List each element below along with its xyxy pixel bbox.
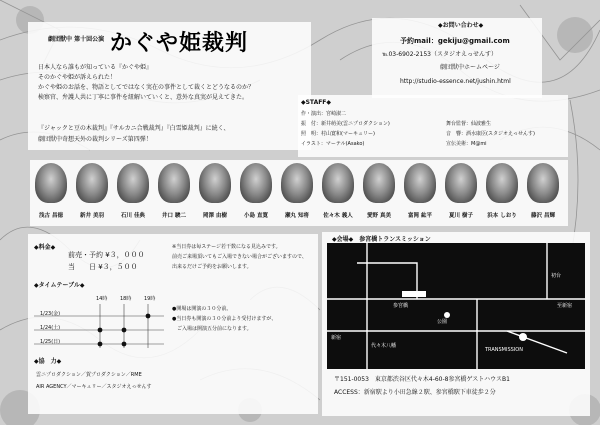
venue-address: 〒151-0053 東京都渋谷区代々木4-60-8参宮橋ゲストハウスB1	[334, 376, 510, 383]
cast-name: 岡澤 由樹	[203, 213, 227, 219]
venue-heading: ◆会場◆ 参宮橋トランスミッション	[332, 236, 431, 243]
cast-name: 富岡 紘平	[408, 213, 432, 219]
cast-name: 小島 直寛	[244, 213, 268, 219]
staff-left-line: イラスト：マーテル(Asako)	[301, 141, 365, 147]
map-label: 公園	[437, 319, 448, 325]
reservation-mail[interactable]: 予約mail：gekiju@gmail.com	[400, 37, 510, 45]
cast-name: 愛野 真美	[367, 213, 391, 219]
intro-line: そのかぐや姫が訴えられた！	[38, 74, 117, 81]
cast-member	[237, 163, 275, 223]
cast-member	[483, 163, 521, 223]
price-advance: 前売・予約 ¥３，０００	[68, 251, 145, 259]
intro-line: 日本人なら誰もが知っている『かぐや姫』	[38, 64, 153, 71]
staff-right-line: 宣伝美術：M@mi	[446, 141, 487, 147]
price-note: 前売ご来場頂いてもご入場できない場合がございますので、	[172, 254, 307, 260]
venue-map	[327, 243, 585, 369]
cast-portrait	[527, 163, 559, 203]
site-url[interactable]: http://studio-essence.net/jushin.html	[400, 78, 511, 85]
cast-portrait	[404, 163, 436, 203]
staff-left-line: 振 付：新井萌美(雲ニプロダクション)	[301, 121, 390, 127]
map-label: 参宮橋	[393, 303, 409, 309]
intro-line: かぐや姫のお話を、物語としてではなく実在の事件として裁くとどうなるのか？	[38, 84, 255, 91]
cast-portrait	[486, 163, 518, 203]
cast-member	[401, 163, 439, 223]
cooperation-line: 雲ニプロダクション／賀プロダクション／RME	[36, 372, 142, 378]
cast-member	[360, 163, 398, 223]
price-heading: ◆料金◆	[34, 244, 56, 251]
cast-portrait	[240, 163, 272, 203]
cast-name: 佐々木 義人	[323, 213, 353, 219]
cast-member	[278, 163, 316, 223]
cast-name: 夏川 樹子	[449, 213, 473, 219]
cast-portrait	[199, 163, 231, 203]
time-label: 19時	[144, 296, 156, 302]
page-title: かぐや姫裁判	[110, 30, 249, 56]
price-note: ※当日券は毎ステージ若干数になる見込みです。	[172, 244, 281, 250]
timetable-note: ●開場は開演の３０分前。	[172, 306, 232, 312]
timetable-heading: ◆タイムテーブル◆	[34, 282, 85, 289]
map-label: 初台	[551, 273, 562, 279]
staff-left-line: 作・演出：宮崎淑二	[301, 111, 347, 117]
cast-name: 浜本 しおり	[487, 213, 517, 219]
series-line: 『ジャックと豆の木裁判』『サルカニ合戦裁判』『白雪姫裁判』に続く、	[38, 125, 230, 132]
timetable-date: 1/24(土)	[40, 325, 61, 331]
cast-portrait	[363, 163, 395, 203]
cast-list	[32, 163, 567, 223]
cast-name: 瀬丸 知将	[285, 213, 309, 219]
cast-member	[73, 163, 111, 223]
staff-right-line: 音 響：酒水康臣(スタジオえっせんす)	[446, 131, 535, 137]
series-line: 劇団獣中奇想天外の裁判シリーズ第四弾！	[38, 136, 152, 143]
contact-tel: ℡03-6902-2153（スタジオえっせんす）	[382, 51, 497, 58]
cast-member	[114, 163, 152, 223]
cast-member	[32, 163, 70, 223]
cast-portrait	[76, 163, 108, 203]
timetable-note: ●当日券も開演の３０分前より受付けますが、	[172, 316, 277, 322]
cast-member	[155, 163, 193, 223]
cast-name: 井口 駿二	[162, 213, 186, 219]
time-label: 18時	[120, 296, 132, 302]
map-label: 代々木八幡	[371, 343, 397, 349]
cast-member	[319, 163, 357, 223]
cast-portrait	[281, 163, 313, 203]
price-door: 当 日 ¥３，５００	[68, 263, 138, 271]
intro-line: 検察官、弁護人共に丁寧に事件を紐解いていくと、意外な真実が見えてきた。	[38, 94, 249, 101]
cast-name: 新井 美羽	[80, 213, 104, 219]
cast-name: 石川 佳典	[121, 213, 145, 219]
cast-member	[442, 163, 480, 223]
cast-portrait	[117, 163, 149, 203]
price-note: 出来るだけご予約をお願いします。	[172, 264, 252, 270]
map-label: 新宿	[331, 335, 342, 341]
timetable-date: 1/23(金)	[40, 311, 61, 317]
cast-portrait	[158, 163, 190, 203]
site-label: 劇団獣中ホームページ	[440, 64, 500, 71]
map-roads	[327, 243, 585, 369]
staff-right-line: 舞台監督：仙波雅生	[446, 121, 492, 127]
time-label: 14時	[96, 296, 108, 302]
troupe-label: 劇団獣中 第十回公演	[48, 36, 105, 43]
cast-portrait	[35, 163, 67, 203]
venue-access: ACCESS：新宿駅より小田急線２駅、参宮橋駅下車徒歩２分	[334, 389, 496, 396]
cast-name: 藤沢 昌輝	[531, 213, 555, 219]
contact-heading: ◆お問い合わせ◆	[438, 22, 484, 29]
cooperation-line: AIR AGENCY／マーキュリー／スタジオえっせんす	[36, 384, 152, 390]
cast-member	[196, 163, 234, 223]
timetable-date: 1/25(日)	[40, 339, 61, 345]
map-label: TRANSMISSION	[485, 347, 523, 353]
cast-portrait	[322, 163, 354, 203]
map-label: 至新宿	[557, 303, 573, 309]
cast-member	[524, 163, 562, 223]
cast-name: 浅古 昌徳	[39, 213, 63, 219]
timetable-note: ご入場は開演五分前になります。	[172, 326, 252, 332]
staff-left-line: 照 明：村山寛和(マーキュリー)	[301, 131, 375, 137]
cast-portrait	[445, 163, 477, 203]
cooperation-heading: ◆協 力◆	[34, 358, 62, 365]
staff-heading: ◆STAFF◆	[301, 99, 332, 106]
